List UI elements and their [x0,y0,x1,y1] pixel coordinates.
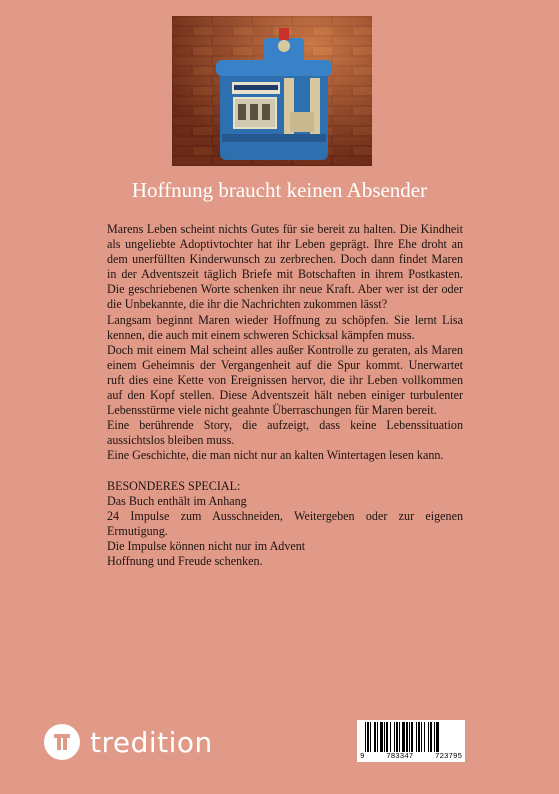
barcode-bar [384,722,385,752]
barcode-bar [365,722,366,752]
barcode-bar [430,722,432,752]
tredition-logo-icon [44,724,80,760]
special-line: 24 Impulse zum Ausschneiden, Weitergeben oder zur eigenen Ermutigung. [107,508,463,538]
barcode-bar [386,722,388,752]
barcode-bar [377,722,378,752]
barcode-bar [402,722,405,752]
barcode-bar [367,722,369,752]
paragraph-gap [107,464,463,479]
special-section [107,479,463,570]
special-line: Hoffnung und Freude schenken. [107,553,263,568]
blurb-paragraph: Eine Geschichte, die man nicht nur an kalten Wintertagen lesen kann. [107,448,444,463]
barcode-bar [434,722,435,752]
mailbox-illustration [172,16,372,166]
barcode-bar [370,722,371,752]
barcode-bar [409,722,410,752]
barcode-bars [357,722,465,754]
barcode-bar [416,722,417,752]
barcode-bar [424,722,425,752]
blurb-paragraph: Langsam beginnt Maren wieder Hoffnung zu schöpfen. Sie lernt Lisa kennen, die auch mit einem schweren Schicksal kämpfen muss. [107,312,463,342]
barcode-bar [406,722,408,752]
special-heading: BESONDERES SPECIAL: [107,478,241,493]
barcode-digit-group: 783347 [386,753,414,761]
barcode-bar [396,722,398,752]
barcode-bar [399,722,400,752]
barcode-digit-group: 723795 [434,753,462,761]
barcode-bar [394,722,395,752]
special-line: Das Buch enthält im Anhang [107,493,247,508]
barcode-bar [411,722,413,752]
barcode-bar [380,722,383,752]
barcode-digit-group: 9 [360,753,365,761]
barcode-bar [436,722,439,752]
isbn-barcode [357,720,465,762]
special-line: Die Impulse können nicht nur im Advent [107,538,306,553]
book-title: Hoffnung braucht keinen Absender [131,178,428,202]
barcode-bar [374,722,376,752]
barcode-bar [421,722,422,752]
barcode-bar [390,722,391,752]
barcode-digits [357,753,465,761]
barcode-bar [428,722,429,752]
publisher-name: tredition [90,725,213,759]
blurb-paragraph: Eine berührende Story, die aufzeigt, dass keine Lebenssituation aussichtslos bleiben muss. [107,418,463,448]
cover-photo [172,16,372,166]
blurb-paragraph: Marens Leben scheint nichts Gutes für sie bereit zu halten. Die Kindheit als ungeliebte Adoptivtochter hat ihr Leben geprägt. Ihre Ehe droht an dem unerfüllten Kinderwunsch zu zerbrechen. Doch dann findet Maren in der Adventszeit täglich Briefe mit Botschaften in ihrem Postkasten. Die geschriebenen Worte schenken ihr neue Kraft. Aber wer ist der oder die Unbekannte, die ihr die Nachrichten zukommen lässt? [107,222,463,312]
barcode-bar [418,722,420,752]
blurb-paragraph: Doch mit einem Mal scheint alles außer Kontrolle zu geraten, als Maren einem Geheimnis der Vergangenheit auf die Spur kommt. Unerwartet ruft dies eine Kette von Ereignissen hervor, die ihr Leben vollkommen auf den Kopf stellen. Diese Adventszeit hält neben einiger turbulenter Lebensstürme viele nicht geahnte Überraschungen für Maren bereit. [107,342,463,418]
blurb-text [107,222,463,569]
publisher-logo [44,724,213,760]
